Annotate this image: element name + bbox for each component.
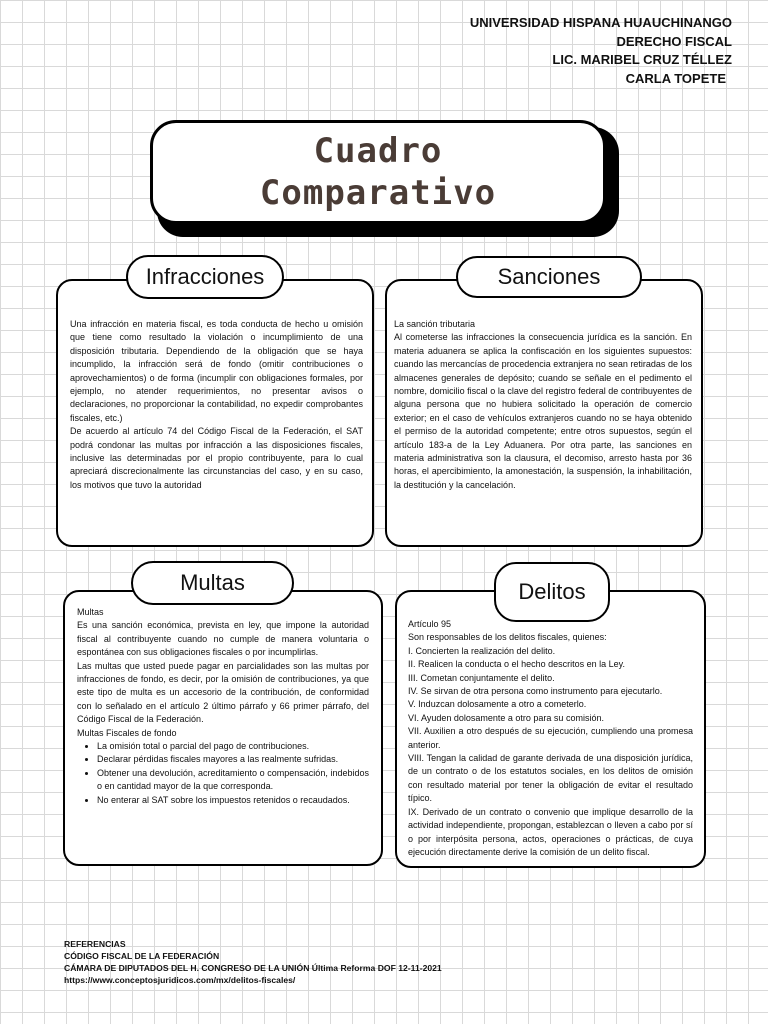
multas-bullet-list xyxy=(77,740,369,807)
sanciones-heading: La sanción tributaria xyxy=(394,319,476,329)
reference-1: CÓDIGO FISCAL DE LA FEDERACIÓN xyxy=(64,951,220,961)
list-item: I. Concierten la realización del delito. xyxy=(408,645,556,656)
list-item: • Declarar pérdidas fiscales mayores a las realmente sufridas. xyxy=(97,753,369,766)
delitos-intro: Son responsables de los delitos fiscales, quienes: xyxy=(408,632,607,643)
infracciones-paragraph-1: Una infracción en materia fiscal, es toda conducta de hecho u omisión que tiene como resultado la violación o incumplimiento de una disposición tributaria. Dependiendo de la obligación que se haya incumplido, la infracción será de fondo (omitir contribuciones o aprovechamientos) o de forma (incumplir con obligaciones formales, por ejemplo, no atender requerimientos, no presentar avisos o declaraciones, no proporcionar la contabilidad, no expedir comprobantes fiscales, etc.) xyxy=(70,319,363,423)
list-item: II. Realicen la conducta o el hecho descritos en la Ley. xyxy=(408,659,625,670)
sanciones-label: Sanciones xyxy=(456,256,642,298)
list-item: IX. Derivado de un contrato o convenio que implique desarrollo de la actividad independiente, propongan, establezcan o lleven a cabo por sí o por interpósita persona, actos, operaciones o prácticas, de cuya ejecución directamente derive la comisión de un delito fiscal. xyxy=(408,806,693,857)
reference-2: CÁMARA DE DIPUTADOS DEL H. CONGRESO DE LA UNIÓN Última Reforma DOF 12-11-2021 xyxy=(64,963,442,973)
references xyxy=(64,938,442,986)
delitos-article: Artículo 95 xyxy=(408,619,452,629)
references-heading: REFERENCIAS xyxy=(64,939,126,949)
title-line-2: Comparativo xyxy=(259,173,497,213)
multas-paragraph-2: Las multas que usted puede pagar en parcialidades son las multas por infracciones de fondo, es decir, por la omisión de contribuciones, ya que este tipo de multa es un accesorio de la contribución, de conformidad con lo señalado en el artículo 2 último párrafo y 66 primer párrafo, del Código Fiscal de la Federación. xyxy=(77,660,369,725)
delitos-label: Delitos xyxy=(494,562,610,622)
list-item: VIII. Tengan la calidad de garante derivada de una disposición jurídica, de un contrato o de los estatutos sociales, en los delitos de omisión con resultado material por tener la obligación de evitar el resultado típico. xyxy=(408,753,693,804)
university-name: UNIVERSIDAD HISPANA HUAUCHINANGO xyxy=(469,15,732,30)
list-item: V. Induzcan dolosamente a otro a cometerlo. xyxy=(408,699,587,710)
list-item: VII. Auxilien a otro después de su ejecución, cumpliendo una promesa anterior. xyxy=(408,726,693,750)
sanciones-text xyxy=(394,318,692,492)
multas-heading: Multas xyxy=(77,607,104,617)
list-item: VI. Ayuden dolosamente a otro para su comisión. xyxy=(408,712,604,723)
teacher-name: LIC. MARIBEL CRUZ TÉLLEZ xyxy=(552,52,732,67)
sanciones-paragraph-1: Al cometerse las infracciones la consecuencia jurídica es la sanción. En materia aduanera se aplica la confiscación en los siguientes supuestos: cuando las mercancías de procedencia extranjera no sean retiradas de los almacenes generales de depósito; cuando se señale en el pedimento el nombre, domicilio fiscal o la clave del registro federal de contribuyentes de alguna persona que no hubiera solicitado la operación de comercio exterior; en el caso de vehículos extranjeros cuando no se haya obtenido el permiso de la autoridad competente; entre otros supuestos, según el artículo 183-a de la Ley Aduanera. Por otra parte, las sanciones en materia administrativa son la clausura, el decomiso, arresto hasta por 36 horas, el apercibimiento, la amonestación, la suspensión, la inhabilitación, la destitución y la cancelación. xyxy=(394,332,692,490)
title-box xyxy=(150,120,606,224)
reference-link[interactable]: https://www.conceptosjuridicos.com/mx/delitos-fiscales/ xyxy=(64,975,296,985)
list-item: • Obtener una devolución, acreditamiento o compensación, indebidos o en cantidad mayor de la que corresponda. xyxy=(97,767,369,794)
infracciones-text xyxy=(70,318,363,492)
multas-text xyxy=(77,606,369,807)
list-item: • La omisión total o parcial del pago de contribuciones. xyxy=(97,740,369,753)
list-item: III. Cometan conjuntamente el delito. xyxy=(408,672,555,683)
multas-subheading: Multas Fiscales de fondo xyxy=(77,727,177,738)
multas-paragraph-1: Es una sanción económica, prevista en ley, que impone la autoridad fiscal al contribuyente cuando no cumple de manera voluntaria o espontánea con sus obligaciones fiscales o por incumplirlas. xyxy=(77,620,369,658)
subject-name: DERECHO FISCAL xyxy=(616,33,732,49)
title-line-1: Cuadro xyxy=(313,131,443,171)
infracciones-paragraph-2: De acuerdo al artículo 74 del Código Fiscal de la Federación, el SAT podrá condonar las multas por infracción a las disposiciones fiscales, inclusive las determinadas por el propio contribuyente, para lo cual apreciará discrecionalmente las circunstancias del caso, y en su caso, los motivos que tuvo la autoridad xyxy=(70,426,363,490)
multas-label: Multas xyxy=(131,561,294,605)
list-item: • No enterar al SAT sobre los impuestos retenidos o recaudados. xyxy=(97,794,369,807)
delitos-text xyxy=(408,618,693,859)
header xyxy=(332,14,732,88)
student-name: CARLA TOPETE xyxy=(625,70,726,86)
list-item: IV. Se sirvan de otra persona como instrumento para ejecutarlo. xyxy=(408,686,663,697)
infracciones-label: Infracciones xyxy=(126,255,284,299)
